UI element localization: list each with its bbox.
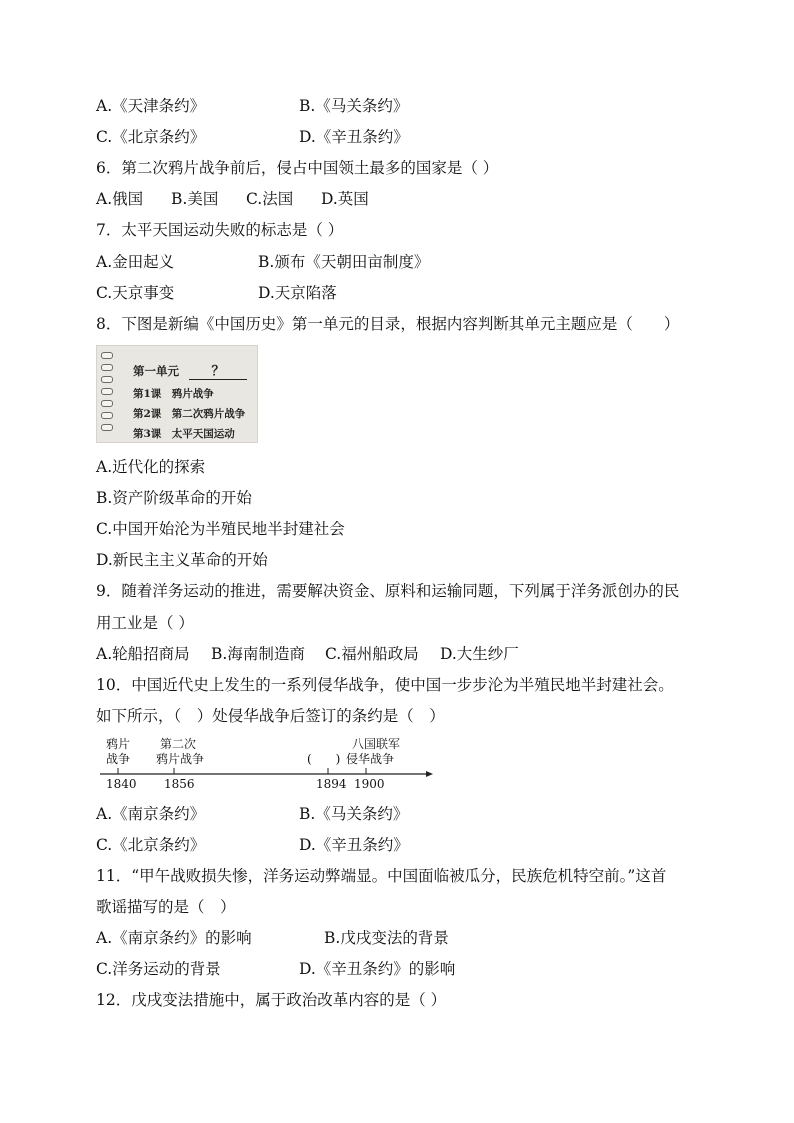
- q8-stem: 8．下图是新编《中国历史》第一单元的目录，根据内容判断其单元主题应是（ ）: [96, 315, 680, 333]
- q5-option-c: C.《北京条约》: [96, 128, 206, 146]
- q8-option-b: B.资产阶级革命的开始: [96, 489, 252, 507]
- figure-lesson-3: 第3课 太平天国运动: [133, 428, 235, 440]
- q6-option-d: D.英国: [321, 190, 369, 208]
- q11-option-b: B.戊戌变法的背景: [324, 929, 449, 947]
- q10-stem-line2: 如下所示，（ ）处侵华战争后签订的条约是（ ）: [96, 707, 445, 725]
- q10-option-d: D.《辛丑条约》: [299, 836, 409, 854]
- q8-option-c: C.中国开始沦为半殖民地半封建社会: [96, 520, 345, 538]
- q9-stem-line2: 用工业是（ ）: [96, 614, 194, 632]
- figure-unit-title: 第一单元 ？: [133, 360, 247, 380]
- q10-option-c: C.《北京条约》: [96, 836, 206, 854]
- q9-option-a: A.轮船招商局: [96, 645, 190, 663]
- q7-option-d: D.天京陷落: [258, 284, 337, 302]
- notebook-ring: [101, 388, 113, 395]
- q5-option-a: A.《天津条约》: [96, 97, 206, 115]
- q6-option-c: C.法国: [246, 190, 294, 208]
- notebook-ring: [101, 364, 113, 371]
- q9-stem-line1: 9．随着洋务运动的推进，需要解决资金、原料和运输同题，下列属于洋务派创办的民: [96, 582, 680, 600]
- q7-option-b: B.颁布《天朝田亩制度》: [258, 253, 430, 271]
- timeline-axis: [96, 734, 436, 792]
- q9-option-d: D.大生纱厂: [440, 645, 519, 663]
- q11-option-d: D.《辛丑条约》的影响: [299, 960, 456, 978]
- figure-lesson-2: 第2课 第二次鸦片战争: [133, 408, 246, 420]
- q7-option-c: C.天京事变: [96, 284, 175, 302]
- q11-option-c: C.洋务运动的背景: [96, 960, 221, 978]
- q12-stem: 12．戊戌变法措施中，属于政治改革内容的是（ ）: [96, 991, 447, 1009]
- q5-option-d: D.《辛丑条约》: [299, 128, 409, 146]
- timeline-event-1-line1: 鸦片: [106, 737, 131, 751]
- q7-option-a: A.金田起义: [96, 253, 175, 271]
- q8-option-d: D.新民主主义革命的开始: [96, 551, 268, 569]
- q6-stem: 6．第二次鸦片战争前后，侵占中国领土最多的国家是（ ）: [96, 159, 499, 177]
- q9-option-b: B.海南制造商: [211, 645, 305, 663]
- q10-timeline: [96, 734, 436, 792]
- timeline-event-4-line2: 侵华战争: [346, 752, 395, 766]
- q10-stem-line1: 10．中国近代史上发生的一系列侵华战争，使中国一步步沦为半殖民地半封建社会。: [96, 676, 674, 694]
- q11-stem-line1: 11．“甲午战败损失惨，洋务运动弊端显。中国面临被瓜分，民族危机特空前。”这首: [96, 867, 667, 885]
- timeline-event-2-line2: 鸦片战争: [156, 752, 205, 766]
- notebook-ring: [101, 400, 113, 407]
- q8-option-a: A.近代化的探索: [96, 458, 206, 476]
- figure-lesson-1: 第1课 鸦片战争: [133, 388, 214, 400]
- q11-stem-line2: 歌谣描写的是（ ）: [96, 898, 236, 916]
- timeline-event-2-line1: 第二次: [160, 737, 197, 751]
- timeline-year-1: 1840: [106, 777, 137, 791]
- timeline-year-2: 1856: [164, 777, 195, 791]
- notebook-ring: [101, 412, 113, 419]
- q6-option-a: A.俄国: [96, 190, 144, 208]
- notebook-ring: [101, 424, 113, 431]
- q10-option-b: B.《马关条约》: [299, 805, 409, 823]
- figure-unit-blank: ？: [189, 360, 247, 380]
- q10-option-a: A.《南京条约》: [96, 805, 206, 823]
- timeline-event-1-line2: 战争: [106, 752, 131, 766]
- q5-option-b: B.《马关条约》: [299, 97, 409, 115]
- timeline-event-3-blank: ( ): [307, 752, 341, 766]
- timeline-year-4: 1900: [354, 777, 385, 791]
- q11-option-a: A.《南京条约》的影响: [96, 929, 252, 947]
- q8-contents-figure: [96, 345, 258, 443]
- q9-option-c: C.福州船政局: [325, 645, 419, 663]
- notebook-ring: [101, 352, 113, 359]
- q6-option-b: B.美国: [171, 190, 219, 208]
- notebook-ring: [101, 376, 113, 383]
- timeline-event-4-line1: 八国联军: [352, 737, 401, 751]
- q7-stem: 7．太平天国运动失败的标志是（ ）: [96, 221, 344, 239]
- timeline-year-3: 1894: [316, 777, 347, 791]
